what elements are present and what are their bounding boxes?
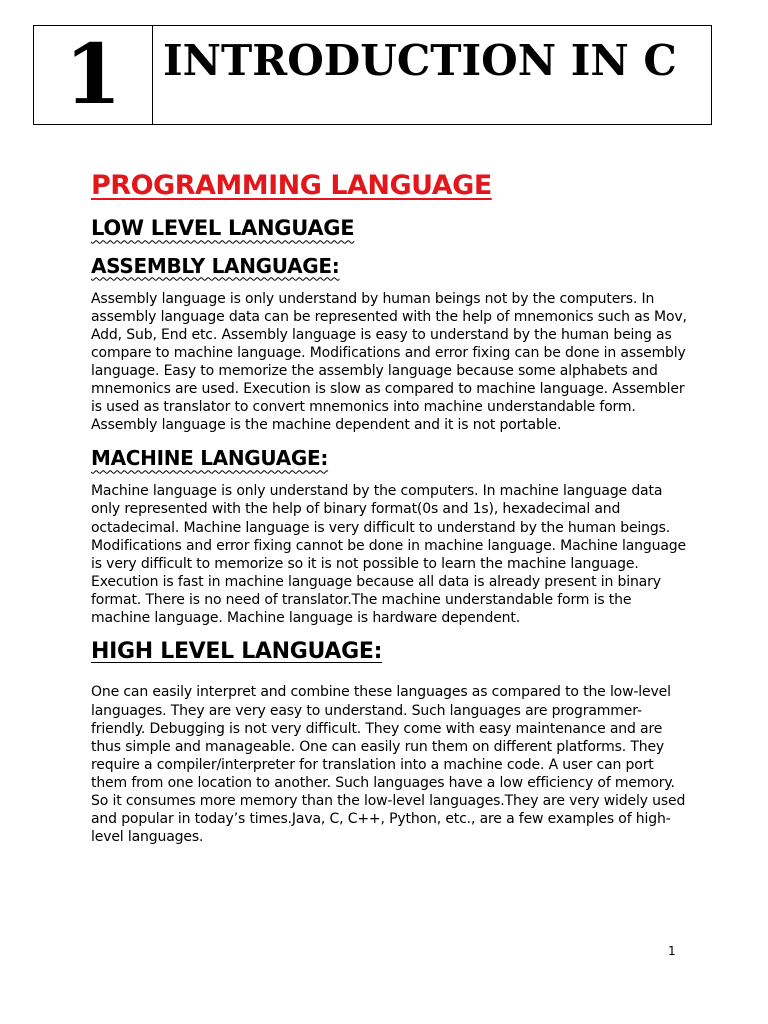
chapter-header-box bbox=[33, 25, 712, 125]
machine-heading: MACHINE LANGUAGE: bbox=[91, 446, 329, 471]
assembly-paragraph: Assembly language is only understand by human beings not by the computers. In assembly language data can be represented with the help of mnemonics such as Mov, Add, Sub, End etc. Assembly language is easy to understand by the human being as compare to machine language. Modifications and error fixing can be done in assembly language. Easy to memorize the assembly language because some alphabets and mnemonics are used. Execution is slow as compared to machine language. Assembler is used as translator to convert mnemonics into machine understandable form. Assembly language is the machine dependent and it is not portable. bbox=[91, 290, 687, 434]
page-number: 1 bbox=[668, 944, 676, 958]
chapter-title-cell bbox=[153, 26, 711, 124]
chapter-title: INTRODUCTION IN C bbox=[163, 36, 677, 85]
machine-paragraph: Machine language is only understand by the computers. In machine language data only represented with the help of binary format(0s and 1s), hexadecimal and octadecimal. Machine language is very difficult to understand by the human beings. Modifications and error fixing cannot be done in machine language. Machine language is very difficult to memorize so it is not possible to learn the machine language. Execution is fast in machine language because all data is already present in binary format. There is no need of translator.The machine understandable form is the machine language. Machine language is hardware dependent. bbox=[91, 483, 686, 626]
main-heading: PROGRAMMING LANGUAGE bbox=[91, 170, 492, 201]
high-level-paragraph: One can easily interpret and combine these languages as compared to the low-level languages. They are very easy to understand. Such languages are programmer-friendly. Debugging is not very difficult. They come with easy maintenance and are thus simple and manageable. One can easily run them on different platforms. They require a compiler/interpreter for translation into a machine code. A user can port them from one location to another. Such languages have a low efficiency of memory. So it consumes more memory than the low-level languages.They are very widely used and popular in today’s times.Java, C, C++, Python, etc., are a few examples of high-level languages. bbox=[91, 684, 686, 846]
assembly-heading: ASSEMBLY LANGUAGE: bbox=[91, 253, 340, 278]
chapter-number-cell bbox=[34, 26, 153, 124]
chapter-number: 1 bbox=[64, 27, 122, 123]
page-content bbox=[91, 170, 691, 846]
high-level-heading: HIGH LEVEL LANGUAGE: bbox=[91, 639, 383, 665]
low-level-heading: LOW LEVEL LANGUAGE bbox=[91, 216, 355, 241]
